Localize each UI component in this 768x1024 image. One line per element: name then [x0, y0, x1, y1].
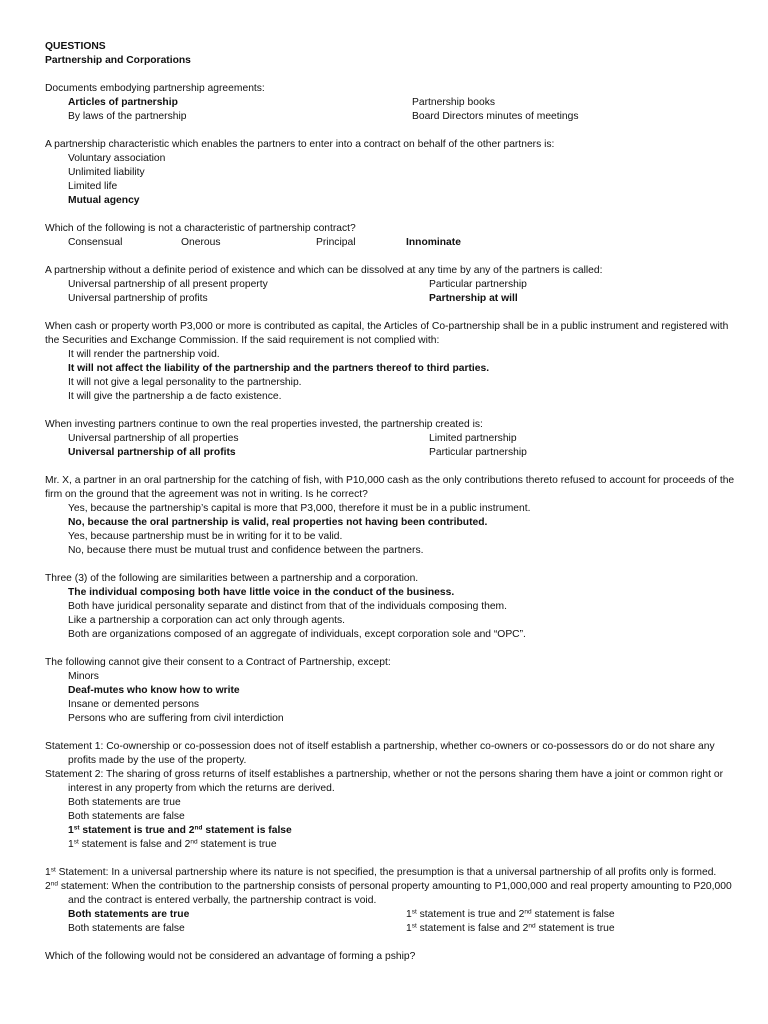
document-subtitle: Partnership and Corporations: [45, 55, 191, 66]
question-6-options-row-1: [45, 432, 735, 446]
question-1-option-a: Articles of partnership: [68, 97, 178, 108]
question-1-option-c: By laws of the partnership: [68, 111, 187, 122]
question-5-option-b: It will not affect the liability of the partnership and the partners thereof to third parties.: [68, 363, 490, 374]
question-11-option-a: Both statements are true: [68, 909, 190, 920]
question-10-statement-2: Statement 2: The sharing of gross returns of itself establishes a partnership, whether or not the persons sharing them have a joint or common right or interest in any property from which the returns are derived.: [45, 769, 724, 794]
question-6-option-b: Limited partnership: [429, 433, 517, 444]
question-9-option-d: Persons who are suffering from civil interdiction: [68, 713, 284, 724]
question-5-option-c: It will not give a legal personality to the partnership.: [68, 377, 302, 388]
question-7-option-b: No, because the oral partnership is valid, real properties not having been contributed.: [68, 517, 488, 528]
question-7-option-c: Yes, because partnership must be in writing for it to be valid.: [68, 531, 343, 542]
question-4-option-b: Particular partnership: [429, 279, 527, 290]
question-7-option-d: No, because there must be mutual trust and confidence between the partners.: [68, 545, 424, 556]
question-4-stem: A partnership without a definite period of existence and which can be dissolved at any time by any of the partners is called:: [45, 265, 603, 276]
question-1-options-row-1: [45, 96, 735, 110]
question-5-stem: When cash or property worth P3,000 or more is contributed as capital, the Articles of Co-partnership shall be in a public instrument and registered with the Securities and Exchange Commission. If the said requirement is not complied with:: [45, 321, 729, 346]
question-1-stem: Documents embodying partnership agreements:: [45, 83, 265, 94]
question-7-option-a: Yes, because the partnership’s capital is more that P3,000, therefore it must be in a public instrument.: [68, 503, 531, 514]
question-1-option-d: Board Directors minutes of meetings: [412, 111, 579, 122]
question-11-options-row-1: [45, 908, 735, 922]
question-10-option-a: Both statements are true: [68, 797, 181, 808]
question-9-stem: The following cannot give their consent to a Contract of Partnership, except:: [45, 657, 391, 668]
question-8-option-b: Both have juridical personality separate and distinct from that of the individuals composing them.: [68, 601, 508, 612]
question-5-option-d: It will give the partnership a de facto existence.: [68, 391, 282, 402]
question-8-option-c: Like a partnership a corporation can act only through agents.: [68, 615, 346, 626]
question-2-option-c: Limited life: [68, 181, 118, 192]
question-11-options-row-2: [45, 922, 735, 936]
question-2-stem: A partnership characteristic which enables the partners to enter into a contract on behalf of the other partners is:: [45, 139, 555, 150]
question-3-option-a: Consensual: [68, 237, 123, 248]
question-10-option-c: 1st statement is true and 2nd statement is false: [68, 824, 292, 836]
question-9-option-c: Insane or demented persons: [68, 699, 200, 710]
question-9-option-b: Deaf-mutes who know how to write: [68, 685, 240, 696]
question-4-option-d: Partnership at will: [429, 293, 518, 304]
question-8-stem: Three (3) of the following are similarities between a partnership and a corporation.: [45, 573, 419, 584]
question-12-stem: Which of the following would not be considered an advantage of forming a pship?: [45, 951, 416, 962]
question-6-option-c: Universal partnership of all profits: [68, 447, 236, 458]
question-10-statement-1: Statement 1: Co-ownership or co-possession does not of itself establish a partnership, whether co-owners or co-possessors do or do not share any profits made by the use of the property.: [45, 741, 715, 766]
question-8-option-a: The individual composing both have little voice in the conduct of the business.: [68, 587, 455, 598]
question-10-option-b: Both statements are false: [68, 811, 185, 822]
question-1-options-row-2: [45, 110, 735, 124]
question-11-statement-1: 1st Statement: In a universal partnership where its nature is not specified, the presumption is that a universal partnership of all profits only is formed.: [45, 866, 717, 878]
question-4-options-row-2: [45, 292, 735, 306]
question-4-option-a: Universal partnership of all present property: [68, 279, 268, 290]
question-11-option-b: 1st statement is true and 2nd statement is false: [406, 908, 615, 920]
question-1-option-b: Partnership books: [412, 97, 495, 108]
question-11-option-d: 1st statement is false and 2nd statement is true: [406, 922, 615, 934]
question-11-statement-2: 2nd statement: When the contribution to the partnership consists of personal property amounting to P1,000,000 and real property amounting to P20,000 and the contract is entered verbally, the partnership contract is void.: [45, 880, 732, 906]
question-5-option-a: It will render the partnership void.: [68, 349, 220, 360]
question-8-option-d: Both are organizations composed of an aggregate of individuals, except corporation sole and “OPC”.: [68, 629, 526, 640]
document-page: [45, 40, 735, 964]
question-9-option-a: Minors: [68, 671, 99, 682]
document-title: QUESTIONS: [45, 41, 106, 52]
question-3-option-d: Innominate: [406, 237, 461, 248]
question-2-option-a: Voluntary association: [68, 153, 166, 164]
question-6-options-row-2: [45, 446, 735, 460]
question-3-option-b: Onerous: [181, 237, 221, 248]
question-3-options-row: [45, 236, 735, 250]
question-7-stem: Mr. X, a partner in an oral partnership for the catching of fish, with P10,000 cash as the only contributions thereto refused to account for proceeds of the firm on the ground that the agreement was not in writing. Is he correct?: [45, 475, 735, 500]
question-4-option-c: Universal partnership of profits: [68, 293, 208, 304]
question-6-option-a: Universal partnership of all properties: [68, 433, 239, 444]
question-6-stem: When investing partners continue to own the real properties invested, the partnership created is:: [45, 419, 483, 430]
question-3-stem: Which of the following is not a characteristic of partnership contract?: [45, 223, 356, 234]
question-6-option-d: Particular partnership: [429, 447, 527, 458]
question-2-option-b: Unlimited liability: [68, 167, 145, 178]
question-3-option-c: Principal: [316, 237, 356, 248]
question-11-option-c: Both statements are false: [68, 923, 185, 934]
question-2-option-d: Mutual agency: [68, 195, 140, 206]
question-10-option-d: 1st statement is false and 2nd statement is true: [68, 838, 277, 850]
question-4-options-row-1: [45, 278, 735, 292]
